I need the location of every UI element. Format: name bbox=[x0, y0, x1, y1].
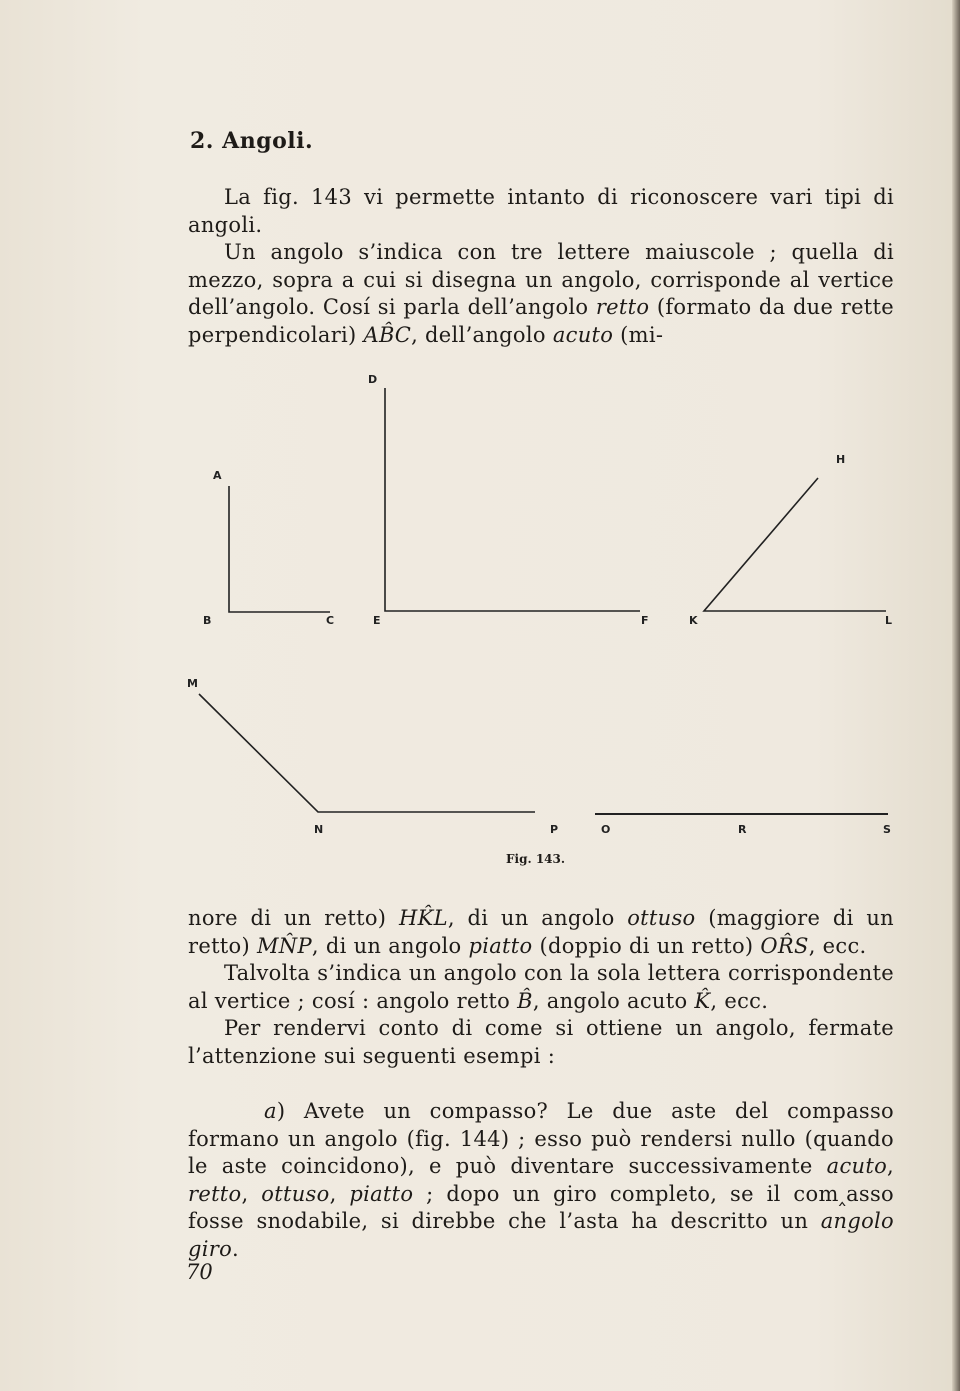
label-d: D bbox=[368, 373, 378, 386]
text-run: Un angolo s’indica con tre lettere maiuscole ; quella di mezzo, sopra a cui si disegna un angolo, corrisponde al vertice dell’angolo. Cosí si parla dell’angolo bbox=[188, 240, 894, 320]
text-run: (mi- bbox=[613, 322, 664, 347]
section-heading: 2. Angoli. bbox=[190, 128, 314, 154]
text-run: , bbox=[887, 1154, 894, 1179]
text-run: , ecc. bbox=[710, 988, 769, 1013]
text-run: (doppio di un retto) bbox=[532, 933, 761, 958]
intro-line: La fig. 143 vi permette intanto di riconoscere vari tipi di angoli. bbox=[188, 185, 894, 237]
term-angolo-giro: angolo giro bbox=[188, 1209, 894, 1261]
text-run: , di un angolo bbox=[447, 906, 628, 930]
paragraph-angles bbox=[188, 905, 894, 1071]
term-acuto: acuto bbox=[826, 1154, 888, 1179]
text-run: , di un angolo bbox=[311, 933, 469, 958]
text-run: ) Avete un compasso? Le due aste del compasso formano un angolo (fig. 144) ; esso può rendersi nullo (quando le aste coincidono), e può diventare successivamente bbox=[188, 1099, 894, 1179]
label-s: S bbox=[883, 823, 891, 836]
per-paragraph: Per rendervi conto di come si ottiene un angolo, fermate l’attenzione sui seguenti esempi : bbox=[188, 1016, 894, 1068]
label-c: C bbox=[326, 614, 335, 627]
item-label: a bbox=[264, 1099, 277, 1123]
label-k: K bbox=[689, 614, 698, 627]
term-retto: retto bbox=[595, 295, 650, 320]
text-run: . bbox=[232, 1236, 240, 1261]
text-run: , angolo acuto bbox=[532, 988, 695, 1013]
angle-abc-lines bbox=[229, 486, 330, 612]
angle-mnp: MN̂P bbox=[256, 933, 312, 958]
label-h: H bbox=[836, 453, 846, 466]
label-b: B bbox=[203, 614, 212, 627]
text-run: , dell’angolo bbox=[411, 322, 553, 347]
angle-hkl: HK̂L bbox=[398, 906, 448, 930]
term-retto: retto bbox=[188, 1181, 242, 1206]
label-e: E bbox=[373, 614, 381, 627]
figure-143 bbox=[180, 366, 900, 876]
term-acuto: acuto bbox=[552, 322, 614, 347]
compass-paragraph bbox=[188, 1098, 894, 1264]
paragraph-compass bbox=[188, 1098, 894, 1264]
text-run: nore di un retto) bbox=[188, 906, 399, 930]
label-p: P bbox=[550, 823, 559, 836]
angles-diagram bbox=[180, 366, 900, 876]
intro-paragraph bbox=[188, 239, 894, 349]
paragraph-intro bbox=[188, 184, 894, 350]
angle-def-lines bbox=[385, 388, 640, 611]
text-run: , ecc. bbox=[808, 933, 867, 958]
term-ottuso: ottuso bbox=[627, 906, 696, 930]
page-edge-shadow bbox=[952, 0, 960, 1391]
page-number: 70 bbox=[186, 1260, 213, 1284]
angle-mnp-lines bbox=[199, 694, 535, 812]
angles-paragraph bbox=[188, 905, 894, 960]
figure-caption: Fig. 143. bbox=[506, 852, 566, 866]
label-a: A bbox=[213, 469, 222, 482]
term-piatto: piatto bbox=[468, 933, 533, 958]
label-l: L bbox=[885, 614, 893, 627]
label-o: O bbox=[601, 823, 611, 836]
text-run: , bbox=[329, 1181, 350, 1206]
text-run: ; dopo un giro completo, se il com‸asso fosse snodabile, si direbbe che l’asta ha descritto un bbox=[188, 1181, 894, 1234]
angle-ors: OR̂S bbox=[760, 933, 809, 958]
text-run: (maggiore di un retto) bbox=[188, 906, 895, 958]
talvolta-paragraph bbox=[188, 960, 894, 1015]
term-ottuso: ottuso bbox=[261, 1181, 330, 1206]
term-piatto: piatto bbox=[349, 1181, 414, 1206]
label-f: F bbox=[641, 614, 649, 627]
label-r: R bbox=[738, 823, 747, 836]
text-run: (formato da due rette perpendicolari) bbox=[188, 295, 894, 347]
text-run: , bbox=[241, 1181, 262, 1206]
angle-b: B̂ bbox=[517, 988, 533, 1013]
label-n: N bbox=[314, 823, 324, 836]
angle-hkl-lines bbox=[704, 478, 886, 611]
angle-abc: AB̂C bbox=[363, 322, 412, 347]
angle-k: K̂ bbox=[694, 988, 711, 1013]
label-m: M bbox=[187, 677, 198, 690]
text-run: Talvolta s’indica un angolo con la sola lettera corrispondente al vertice ; cosí : angolo retto bbox=[188, 961, 894, 1013]
